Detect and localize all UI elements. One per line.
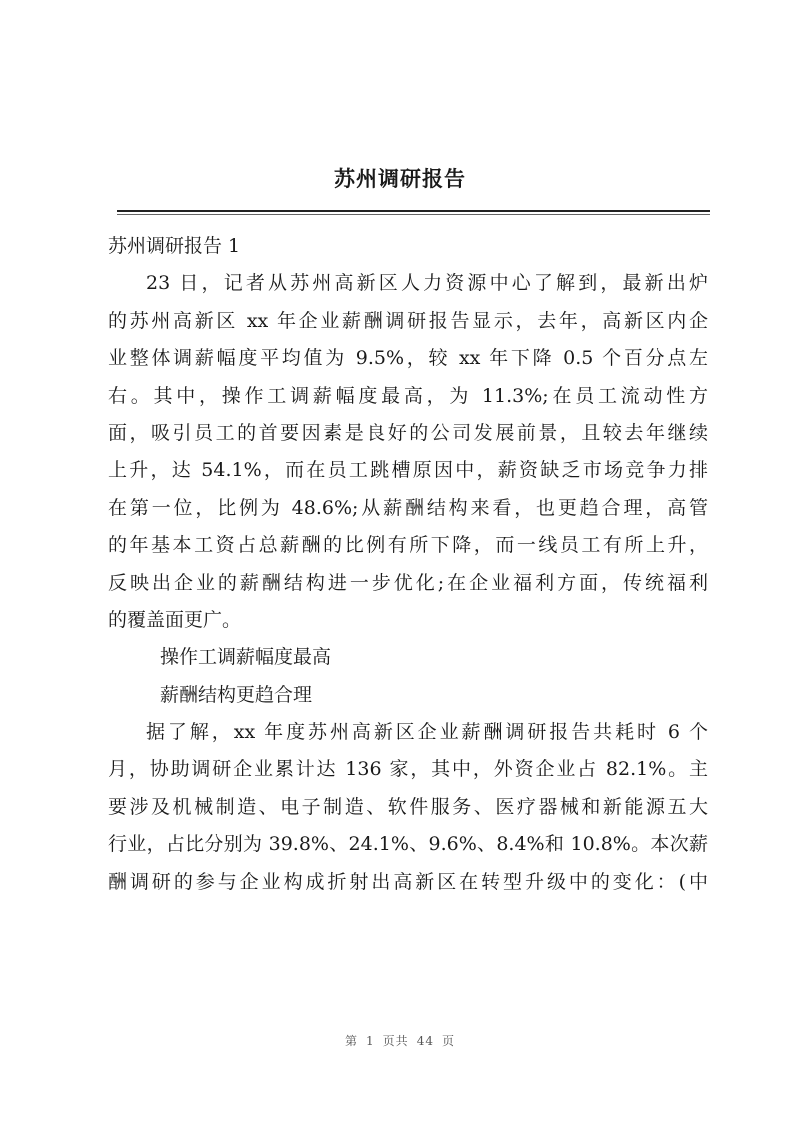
paragraph-line: 的苏州高新区 xx 年企业薪酬调研报告显示，去年，高新区内企 <box>108 309 708 332</box>
page-footer <box>0 1032 800 1049</box>
paragraph-line: 的覆盖面更广。 <box>108 608 242 631</box>
section-heading: 苏州调研报告 1 <box>108 235 241 257</box>
title-divider-thin <box>117 214 710 215</box>
paragraph-line: 业整体调薪幅度平均值为 9.5%，较 xx 年下降 0.5 个百分点左 <box>108 347 708 370</box>
footer-middle: 页共 <box>382 1034 409 1048</box>
page-total: 44 <box>416 1034 434 1048</box>
paragraph-line: 23 日，记者从苏州高新区人力资源中心了解到，最新出炉 <box>146 272 708 295</box>
paragraph-line: 据了解，xx 年度苏州高新区企业薪酬调研报告共耗时 6 个 <box>146 721 708 744</box>
paragraph-line: 右。其中，操作工调薪幅度最高，为 11.3%;在员工流动性方 <box>108 384 708 407</box>
paragraph-line: 的年基本工资占总薪酬的比例有所下降，而一线员工有所上升， <box>108 534 708 557</box>
page-number: 1 <box>366 1034 375 1048</box>
paragraph-line: 行业，占比分别为 39.8%、24.1%、9.6%、8.4%和 10.8%。本次薪 <box>108 833 708 856</box>
paragraph-line: 面，吸引员工的首要因素是良好的公司发展前景，且较去年继续 <box>108 421 708 444</box>
subheading-1: 操作工调薪幅度最高 <box>160 646 332 669</box>
paragraph-1 <box>108 265 708 639</box>
paragraph-line: 反映出企业的薪酬结构进一步优化;在企业福利方面，传统福利 <box>108 571 708 594</box>
paragraph-line: 在第一位，比例为 48.6%;从薪酬结构来看，也更趋合理，高管 <box>108 496 708 519</box>
page-title: 苏州调研报告 <box>334 166 466 191</box>
paragraph-line: 酬调研的参与企业构成折射出高新区在转型升级中的变化：(中 <box>108 870 708 893</box>
paragraph-2 <box>108 714 708 901</box>
subheading-2: 薪酬结构更趋合理 <box>160 683 313 706</box>
footer-suffix: 页 <box>441 1034 455 1048</box>
footer-prefix: 第 <box>345 1034 359 1048</box>
title-divider <box>117 210 710 212</box>
paragraph-line: 月，协助调研企业累计达 136 家，其中，外资企业占 82.1%。主 <box>108 758 708 781</box>
document-body <box>108 228 708 901</box>
paragraph-line: 上升，达 54.1%，而在员工跳槽原因中，薪资缺乏市场竞争力排 <box>108 459 708 482</box>
paragraph-line: 要涉及机械制造、电子制造、软件服务、医疗器械和新能源五大 <box>108 795 708 818</box>
